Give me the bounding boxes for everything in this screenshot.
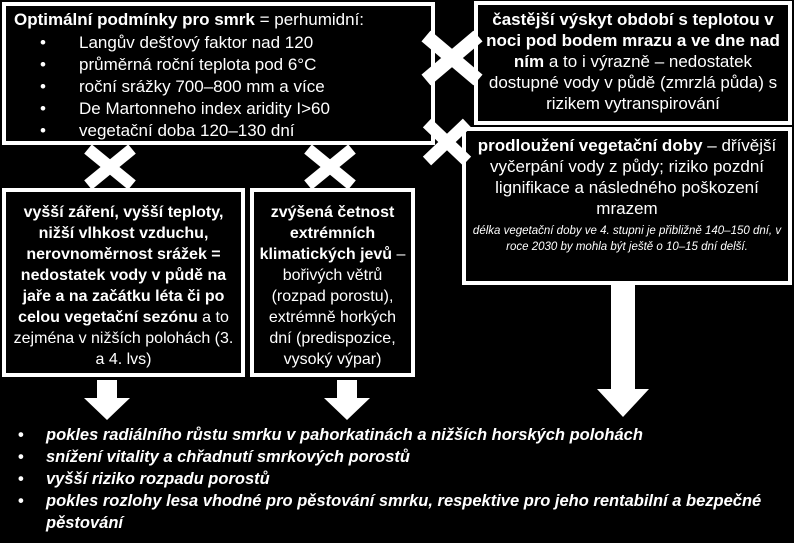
condition-item: • De Martonneho index aridity I>60 bbox=[14, 98, 423, 120]
frost-text-bold: častější výskyt období s teplotou v noci pod bodem mrazu a ve dne nad ním bbox=[486, 10, 780, 71]
optimal-conditions-title bbox=[14, 10, 423, 30]
arrow-down-icon bbox=[82, 380, 132, 422]
frost-text-rest: a to i výrazně – nedostatek dostupné vody v půdě (zmrzlá půda) s rizikem vytranspirování bbox=[488, 52, 778, 113]
optimal-conditions-title-bold: Optimální podmínky pro smrk bbox=[14, 10, 255, 29]
condition-item: • roční srážky 700–800 mm a více bbox=[14, 76, 423, 98]
extreme-events-text bbox=[258, 202, 407, 370]
outcome-item: • snížení vitality a chřadnutí smrkových porostů bbox=[14, 446, 784, 468]
outcomes-list bbox=[14, 424, 784, 534]
season-text bbox=[472, 135, 782, 219]
cross-icon bbox=[82, 145, 138, 189]
cross-icon bbox=[422, 118, 472, 166]
cross-icon bbox=[420, 30, 484, 86]
extreme-events-text-bold: zvýšená četnost extrémních klimatických jevů bbox=[259, 204, 395, 263]
season-text-rest: – dřívější vyčerpání vody z půdy; riziko pozdní lignifikace a následného poškození mrazem bbox=[489, 136, 777, 218]
optimal-conditions-box bbox=[2, 2, 435, 145]
outcome-item: • vyšší riziko rozpadu porostů bbox=[14, 468, 784, 490]
extreme-events-box bbox=[250, 188, 415, 377]
optimal-conditions-title-rest: = perhumidní: bbox=[254, 10, 365, 29]
condition-item: • Langův dešťový faktor nad 120 bbox=[14, 32, 423, 54]
frost-box bbox=[474, 1, 792, 125]
condition-item: • průměrná roční teplota pod 6°C bbox=[14, 54, 423, 76]
outcome-item: • pokles radiálního růstu smrku v pahorkatinách a nižších horských polohách bbox=[14, 424, 784, 446]
extreme-events-text-rest: – bořivých větrů (rozpad porostu), extrémně horkých dní (predispozice, vysoký výpar) bbox=[268, 246, 406, 368]
season-text-bold: prodloužení vegetační doby bbox=[477, 136, 703, 155]
frost-text bbox=[484, 9, 782, 114]
arrow-down-icon bbox=[322, 380, 372, 422]
vegetation-season-box bbox=[462, 127, 792, 285]
season-note: délka vegetační doby ve 4. stupni je přibližně 140–150 dní, v roce 2030 by mohla být ještě o 10–15 dní delší. bbox=[472, 225, 782, 253]
water-deficit-text-rest: a to zejména v nižších polohách (3. a 4. lvs) bbox=[13, 309, 234, 368]
water-deficit-text-bold: vyšší záření, vyšší teploty, nižší vlhkost vzduchu, nerovnoměrnost srážek = nedostatek vody v půdě na jaře a na začátku léta či po celou vegetační sezónu bbox=[18, 204, 227, 326]
water-deficit-text bbox=[12, 202, 235, 370]
arrow-down-icon bbox=[595, 285, 651, 419]
cross-icon bbox=[302, 145, 358, 189]
water-deficit-box bbox=[2, 188, 245, 377]
optimal-conditions-list bbox=[14, 32, 423, 142]
outcome-item: • pokles rozlohy lesa vhodné pro pěstování smrku, respektive pro jeho rentabilní a bezpečné pěstování bbox=[14, 490, 784, 534]
condition-item: • vegetační doba 120–130 dní bbox=[14, 120, 423, 142]
